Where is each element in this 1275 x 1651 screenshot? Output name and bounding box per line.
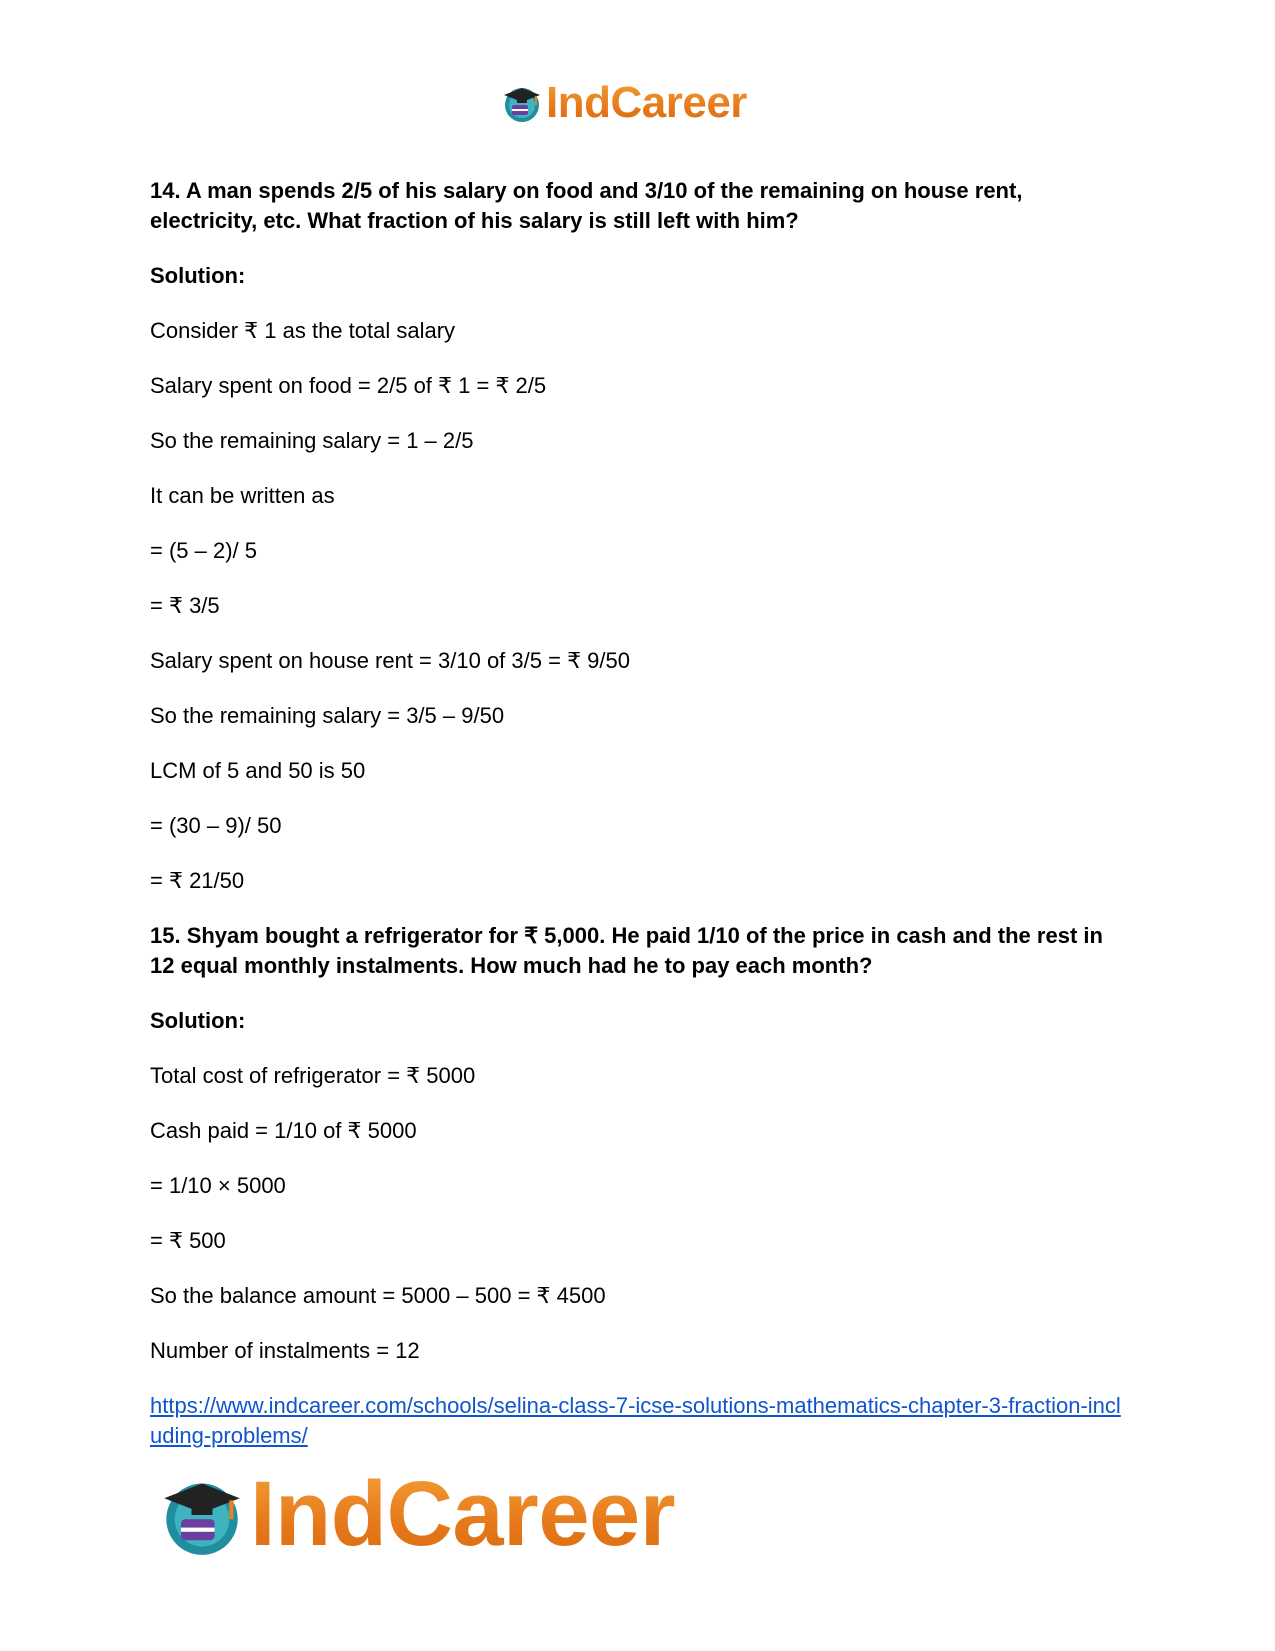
brand-name: IndCareer xyxy=(250,1463,675,1565)
solution-line: Consider ₹ 1 as the total salary xyxy=(150,318,456,343)
graduation-cap-icon xyxy=(502,83,542,123)
solution-line: So the remaining salary = 3/5 – 9/50 xyxy=(150,703,505,728)
solution-line: Number of instalments = 12 xyxy=(150,1338,420,1363)
graduation-cap-icon xyxy=(160,1473,244,1557)
solution-label-15: Solution: xyxy=(150,1008,246,1033)
header-logo xyxy=(502,78,747,128)
solution-label-14: Solution: xyxy=(150,263,246,288)
solution-line: Salary spent on house rent = 3/10 of 3/5 = ₹ 9/50 xyxy=(150,648,630,673)
solution-line: = (30 – 9)/ 50 xyxy=(150,813,282,838)
solution-line: Cash paid = 1/10 of ₹ 5000 xyxy=(150,1118,417,1143)
source-link[interactable]: https://www.indcareer.com/schools/selina-class-7-icse-solutions-mathematics-chapter-3-fraction-including-problems/ xyxy=(150,1393,1121,1448)
solution-line: Salary spent on food = 2/5 of ₹ 1 = ₹ 2/5 xyxy=(150,373,547,398)
solution-line: = ₹ 3/5 xyxy=(150,593,220,618)
solution-line: Total cost of refrigerator = ₹ 5000 xyxy=(150,1063,476,1088)
solution-line: = 1/10 × 5000 xyxy=(150,1173,286,1198)
solution-line: LCM of 5 and 50 is 50 xyxy=(150,758,366,783)
solution-line: So the balance amount = 5000 – 500 = ₹ 4500 xyxy=(150,1283,606,1308)
brand-name: IndCareer xyxy=(546,78,747,127)
document-body xyxy=(150,176,1130,1451)
solution-line: = (5 – 2)/ 5 xyxy=(150,538,258,563)
question-15: 15. Shyam bought a refrigerator for ₹ 5,000. He paid 1/10 of the price in cash and the rest in 12 equal monthly instalments. How much had he to pay each month? xyxy=(150,923,1103,978)
question-14: 14. A man spends 2/5 of his salary on food and 3/10 of the remaining on house rent, electricity, etc. What fraction of his salary is still left with him? xyxy=(150,178,1023,233)
solution-line: It can be written as xyxy=(150,483,335,508)
footer-logo xyxy=(160,1462,675,1567)
solution-line: So the remaining salary = 1 – 2/5 xyxy=(150,428,474,453)
solution-line: = ₹ 500 xyxy=(150,1228,226,1253)
solution-line: = ₹ 21/50 xyxy=(150,868,245,893)
